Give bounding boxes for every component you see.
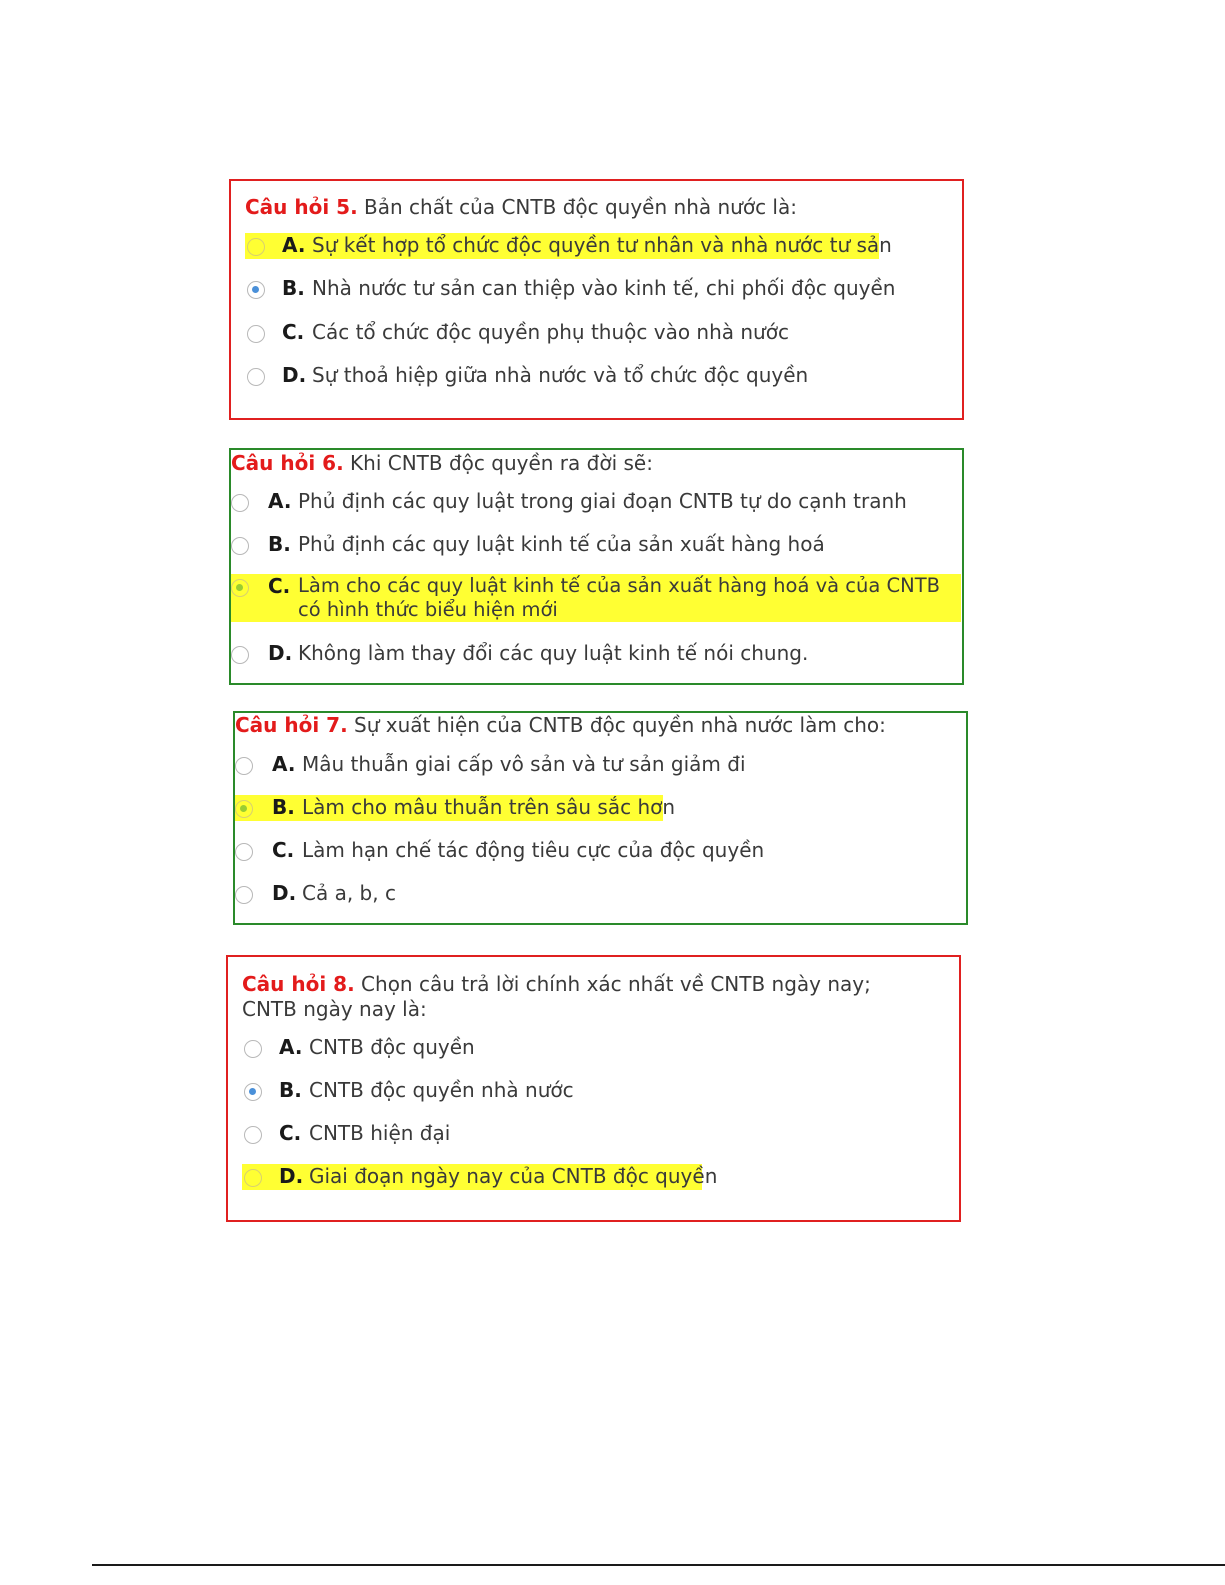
option-text: Không làm thay đổi các quy luật kinh tế nói chung. (298, 641, 809, 665)
radio-icon[interactable] (231, 537, 249, 555)
option-text: Mâu thuẫn giai cấp vô sản và tư sản giảm đi (302, 752, 746, 776)
radio-icon[interactable] (247, 325, 265, 343)
option-letter: C. (272, 838, 295, 862)
option-text: Cả a, b, c (302, 881, 396, 905)
question-label: Câu hỏi 6. (231, 451, 344, 475)
question-title-6 (231, 451, 653, 476)
option-8a[interactable] (242, 1035, 942, 1065)
radio-icon[interactable] (247, 368, 265, 386)
option-text: CNTB hiện đại (309, 1121, 451, 1145)
option-text: Làm hạn chế tác động tiêu cực của độc quyền (302, 838, 765, 862)
option-letter: A. (272, 752, 296, 776)
option-text: Phủ định các quy luật trong giai đoạn CNTB tự do cạnh tranh (298, 489, 907, 513)
option-8c[interactable] (242, 1121, 942, 1151)
radio-icon[interactable] (235, 843, 253, 861)
radio-selected-icon[interactable] (247, 281, 265, 299)
option-text: Giai đoạn ngày nay của CNTB độc quyền (309, 1164, 718, 1188)
radio-selected-icon[interactable] (231, 579, 249, 597)
question-text: Khi CNTB độc quyền ra đời sẽ: (350, 451, 653, 475)
option-5d[interactable] (245, 363, 945, 393)
question-text: Sự xuất hiện của CNTB độc quyền nhà nước làm cho: (354, 713, 886, 737)
radio-icon[interactable] (235, 886, 253, 904)
question-label: Câu hỏi 8. (242, 972, 355, 996)
option-letter: B. (272, 795, 295, 819)
radio-selected-icon[interactable] (244, 1083, 262, 1101)
option-5b[interactable] (245, 276, 945, 306)
question-label: Câu hỏi 5. (245, 195, 358, 219)
radio-icon[interactable] (244, 1126, 262, 1144)
option-letter: A. (279, 1035, 303, 1059)
option-letter: D. (282, 363, 307, 387)
option-text: Phủ định các quy luật kinh tế của sản xuất hàng hoá (298, 532, 825, 556)
question-label: Câu hỏi 7. (235, 713, 348, 737)
option-letter: D. (268, 641, 293, 665)
option-7c[interactable] (235, 838, 955, 868)
option-text: CNTB độc quyền (309, 1035, 475, 1059)
option-8d[interactable] (242, 1164, 942, 1194)
radio-icon[interactable] (244, 1169, 262, 1187)
question-title-5 (245, 195, 797, 220)
option-letter: C. (268, 574, 291, 598)
radio-icon[interactable] (247, 238, 265, 256)
option-5a[interactable] (245, 233, 892, 263)
option-6c[interactable] (231, 574, 961, 624)
option-letter: B. (268, 532, 291, 556)
option-text: CNTB độc quyền nhà nước (309, 1078, 574, 1102)
question-text: Chọn câu trả lời chính xác nhất về CNTB ngày nay; CNTB ngày nay là: (242, 972, 871, 1021)
option-7d[interactable] (235, 881, 955, 911)
question-title-7 (235, 713, 886, 738)
option-text: Các tổ chức độc quyền phụ thuộc vào nhà nước (312, 320, 789, 344)
question-text: Bản chất của CNTB độc quyền nhà nước là: (364, 195, 797, 219)
option-8b[interactable] (242, 1078, 942, 1108)
option-letter: D. (279, 1164, 304, 1188)
question-title-8 (242, 972, 932, 1022)
option-text: Làm cho mâu thuẫn trên sâu sắc hơn (302, 795, 676, 819)
option-5c[interactable] (245, 320, 945, 350)
option-7b[interactable] (235, 795, 955, 825)
option-letter: A. (268, 489, 292, 513)
option-letter: D. (272, 881, 297, 905)
radio-icon[interactable] (235, 757, 253, 775)
option-6d[interactable] (231, 641, 951, 671)
option-text: Nhà nước tư sản can thiệp vào kinh tế, chi phối độc quyền (312, 276, 896, 300)
radio-icon[interactable] (231, 494, 249, 512)
option-letter: C. (282, 320, 305, 344)
option-letter: B. (282, 276, 305, 300)
option-letter: A. (282, 233, 306, 257)
option-6a[interactable] (231, 489, 951, 519)
option-7a[interactable] (235, 752, 955, 782)
option-6b[interactable] (231, 532, 951, 562)
option-text: Làm cho các quy luật kinh tế của sản xuất hàng hoá và của CNTB có hình thức biểu hiện mới (298, 574, 940, 621)
radio-selected-icon[interactable] (235, 800, 253, 818)
radio-icon[interactable] (244, 1040, 262, 1058)
option-text: Sự thoả hiệp giữa nhà nước và tổ chức độc quyền (312, 363, 809, 387)
option-letter: B. (279, 1078, 302, 1102)
radio-icon[interactable] (231, 646, 249, 664)
option-letter: C. (279, 1121, 302, 1145)
page-footer-rule (92, 1564, 1225, 1566)
option-text: Sự kết hợp tổ chức độc quyền tư nhân và nhà nước tư sản (312, 233, 892, 257)
